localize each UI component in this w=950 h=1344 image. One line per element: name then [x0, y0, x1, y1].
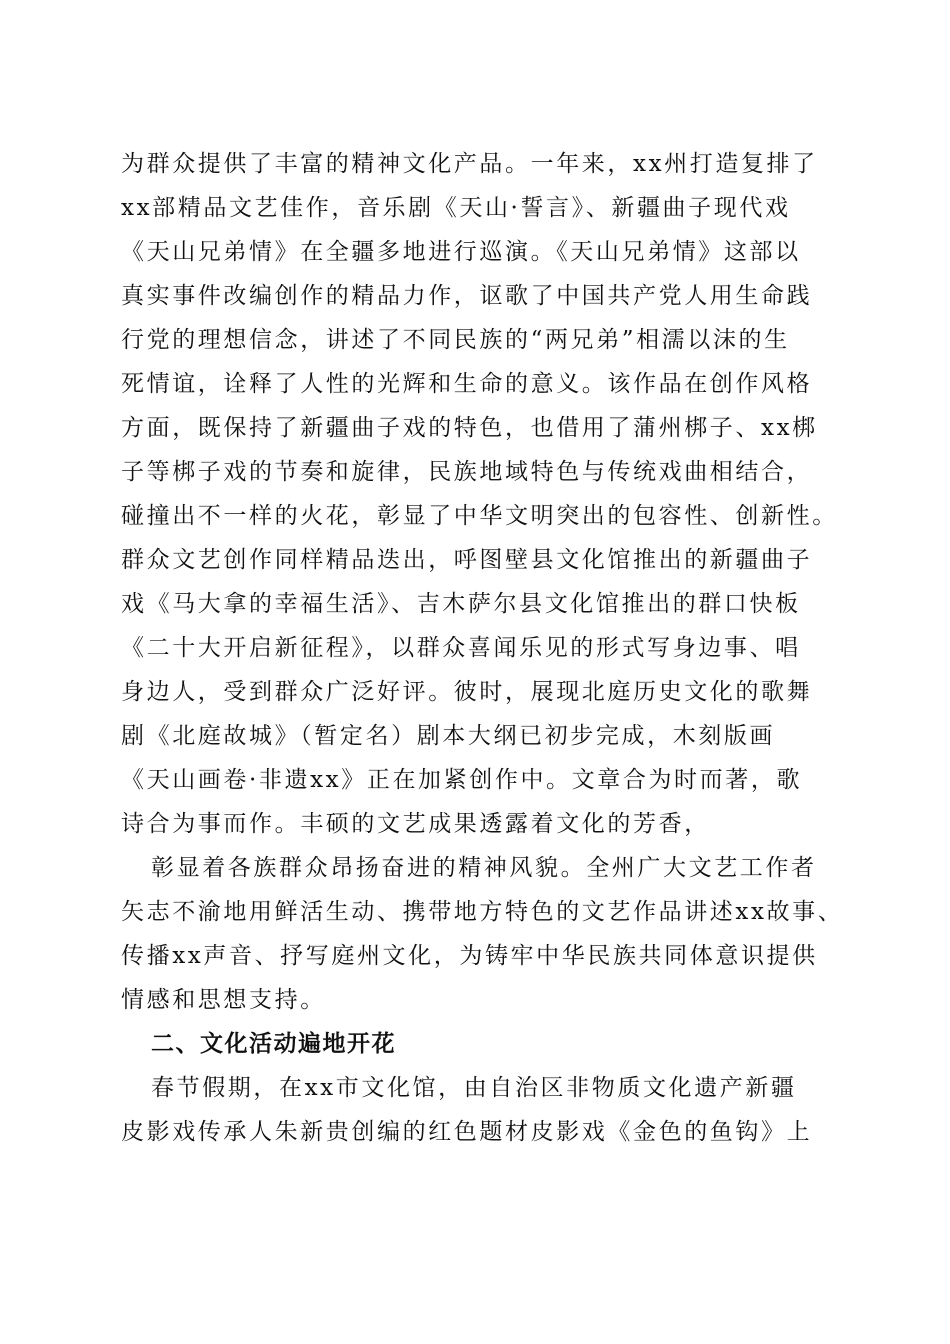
section-heading-text: 二、文化活动遍地开花 [151, 1031, 396, 1057]
paragraph-1 [121, 142, 838, 846]
text-line: 碰撞出不一样的火花，彰显了中华文明突出的包容性、创新性。 [121, 503, 838, 529]
text-line: 诗合为事而作。丰硕的文艺成果透露着文化的芳香， [121, 811, 710, 837]
text-line: 皮影戏传承人朱新贵创编的红色题材皮影戏《金色的鱼钩》上 [121, 1119, 813, 1145]
text-line: xx部精品文艺佳作，音乐剧《天山·誓言》、新疆曲子现代戏 [121, 195, 791, 221]
text-line: 情感和思想支持。 [121, 987, 326, 1013]
text-line: 子等梆子戏的节奏和旋律，民族地域特色与传统戏曲相结合， [121, 459, 813, 485]
text-line: 《天山兄弟情》在全疆多地进行巡演。《天山兄弟情》这部以 [121, 239, 801, 265]
text-line: 传播xx声音、抒写庭州文化，为铸牢中华民族共同体意识提供 [121, 943, 818, 969]
text-line: 为群众提供了丰富的精神文化产品。一年来，xx州打造复排了 [121, 151, 818, 177]
text-line: 矢志不渝地用鲜活生动、携带地方特色的文艺作品讲述xx故事、 [121, 899, 844, 925]
section-heading [121, 1022, 831, 1066]
text-line: 真实事件改编创作的精品力作，讴歌了中国共产党人用生命践 [121, 283, 813, 309]
text-line: 《天山画卷·非遗xx》正在加紧创作中。文章合为时而著，歌 [121, 767, 803, 793]
text-line: 身边人，受到群众广泛好评。彼时，展现北庭历史文化的歌舞 [121, 679, 813, 705]
paragraph-3 [121, 1066, 831, 1154]
text-line: 春节假期，在xx市文化馆，由自治区非物质文化遗产新疆 [151, 1075, 797, 1101]
text-line: 行党的理想信念，讲述了不同民族的“两兄弟”相濡以沫的生 [121, 327, 790, 353]
text-line: 剧《北庭故城》（暂定名）剧本大纲已初步完成，木刻版画 [121, 723, 776, 749]
text-line: 戏《马大拿的幸福生活》、吉木萨尔县文化馆推出的群口快板 [121, 591, 801, 617]
text-line: 群众文艺创作同样精品迭出，呼图壁县文化馆推出的新疆曲子 [121, 547, 813, 573]
document-body [121, 142, 844, 1154]
text-line: 《二十大开启新征程》，以群众喜闻乐见的形式写身边事、唱 [121, 635, 801, 661]
text-line: 彰显着各族群众昂扬奋进的精神风貌。全州广大文艺工作者 [151, 855, 817, 881]
text-line: 方面，既保持了新疆曲子戏的特色，也借用了蒲州梆子、xx梆 [121, 415, 818, 441]
paragraph-2 [121, 846, 844, 1022]
text-line: 死情谊，诠释了人性的光辉和生命的意义。该作品在创作风格 [121, 371, 813, 397]
